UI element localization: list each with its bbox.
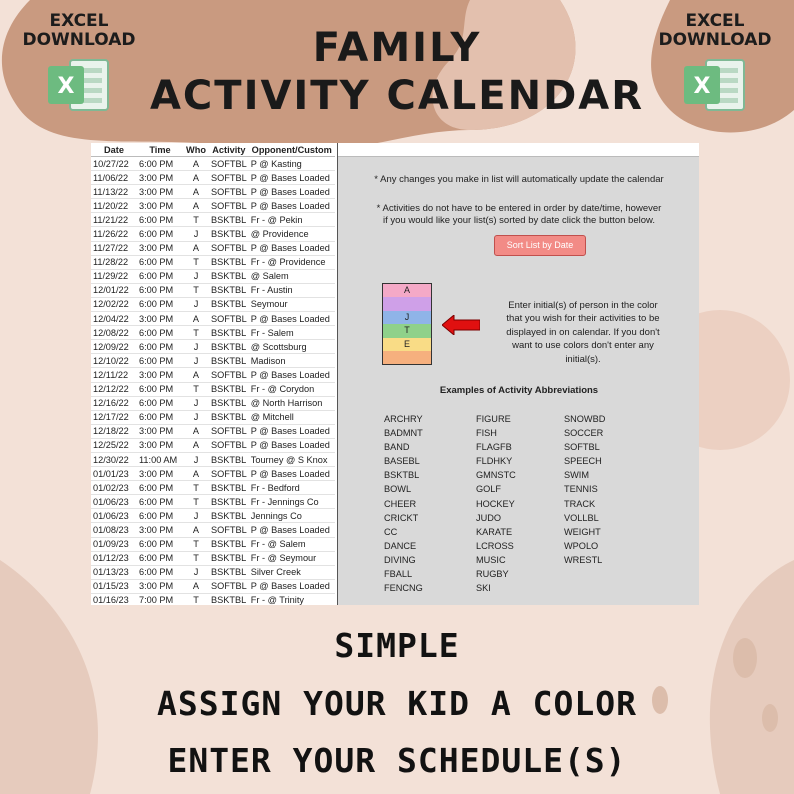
table-row: [91, 340, 335, 354]
badge-line2: DOWNLOAD: [658, 30, 772, 50]
table-row: [91, 452, 335, 466]
table-cell[interactable]: 6:00 PM: [137, 565, 183, 579]
table-cell[interactable]: Jennings Co: [249, 509, 335, 523]
table-cell[interactable]: 01/16/23: [91, 593, 137, 605]
table-cell[interactable]: 12/10/22: [91, 354, 137, 368]
table-cell[interactable]: BSKTBL: [209, 213, 249, 227]
table-cell[interactable]: BSKTBL: [209, 396, 249, 410]
table-cell[interactable]: T: [183, 551, 209, 565]
abbreviation-item: DIVING: [384, 554, 416, 565]
tagline-assign-color: ASSIGN YOUR KID A COLOR: [157, 684, 637, 723]
table-cell[interactable]: J: [183, 354, 209, 368]
abbreviation-item: GMNSTC: [476, 470, 516, 481]
table-cell[interactable]: 3:00 PM: [137, 368, 183, 382]
table-row: [91, 593, 335, 605]
table-cell[interactable]: 11/13/22: [91, 185, 137, 199]
instruction-line: Enter initial(s) of person in the color: [508, 300, 658, 311]
table-cell[interactable]: 7:00 PM: [137, 593, 183, 605]
table-cell[interactable]: J: [183, 452, 209, 466]
table-cell[interactable]: 3:00 PM: [137, 241, 183, 255]
table-cell[interactable]: @ Providence: [249, 227, 335, 241]
table-cell[interactable]: 12/08/22: [91, 326, 137, 340]
abbreviation-item: FLAGFB: [476, 442, 512, 453]
abbreviation-item: WEIGHT: [564, 526, 601, 537]
table-cell[interactable]: 12/02/22: [91, 297, 137, 311]
table-cell[interactable]: 12/12/22: [91, 382, 137, 396]
table-cell[interactable]: 12/04/22: [91, 312, 137, 326]
table-cell[interactable]: BSKTBL: [209, 509, 249, 523]
table-cell[interactable]: BSKTBL: [209, 269, 249, 283]
table-row: [91, 241, 335, 255]
excel-icon: [46, 56, 112, 114]
table-row: [91, 269, 335, 283]
table-row: [91, 551, 335, 565]
instruction-line: that you wish for their activities to be: [506, 313, 660, 325]
table-cell[interactable]: 6:00 PM: [137, 283, 183, 297]
title-line2: ACTIVITY CALENDAR: [149, 73, 645, 119]
table-cell[interactable]: J: [183, 340, 209, 354]
table-cell[interactable]: 3:00 PM: [137, 438, 183, 452]
table-row: [91, 326, 335, 340]
table-cell[interactable]: 6:00 PM: [137, 227, 183, 241]
table-cell[interactable]: @ North Harrison: [249, 396, 335, 410]
table-cell[interactable]: SOFTBL: [209, 438, 249, 452]
table-cell[interactable]: 6:00 PM: [137, 382, 183, 396]
note-auto-update: * Any changes you make in list will automatically update the calendar: [374, 174, 664, 185]
abbreviation-item: BSKTBL: [384, 470, 420, 481]
table-cell[interactable]: 01/08/23: [91, 523, 137, 537]
spreadsheet-preview: [91, 143, 699, 605]
abbreviation-item: SNOWBD: [564, 414, 606, 424]
table-cell[interactable]: Silver Creek: [249, 565, 335, 579]
table-cell[interactable]: P @ Bases Loaded: [249, 424, 335, 438]
svg-text:X: X: [693, 74, 711, 99]
table-cell[interactable]: Tourney @ S Knox: [249, 452, 335, 466]
table-row: [91, 424, 335, 438]
table-cell[interactable]: 6:00 PM: [137, 551, 183, 565]
color-swatch[interactable]: A: [383, 284, 431, 297]
table-cell[interactable]: 6:00 PM: [137, 297, 183, 311]
table-cell[interactable]: P @ Kasting: [249, 157, 335, 171]
table-cell[interactable]: T: [183, 481, 209, 495]
abbreviation-item: KARATE: [476, 526, 513, 537]
table-row: [91, 213, 335, 227]
table-cell[interactable]: BSKTBL: [209, 452, 249, 466]
table-cell[interactable]: A: [183, 368, 209, 382]
excel-badge-right: [655, 12, 775, 114]
table-cell[interactable]: Seymour: [249, 297, 335, 311]
abbreviation-item: DANCE: [384, 540, 417, 551]
table-cell[interactable]: Fr - Bedford: [249, 481, 335, 495]
table-cell[interactable]: Fr - Salem: [249, 326, 335, 340]
table-cell[interactable]: P @ Bases Loaded: [249, 467, 335, 481]
abbreviations-title: Examples of Activity Abbreviations: [439, 385, 599, 396]
table-cell[interactable]: 11/29/22: [91, 269, 137, 283]
color-swatch-column: [382, 283, 432, 365]
table-cell[interactable]: 11/26/22: [91, 227, 137, 241]
abbreviation-item: WPOLO: [564, 540, 599, 551]
table-cell[interactable]: BSKTBL: [209, 551, 249, 565]
table-cell[interactable]: J: [183, 297, 209, 311]
table-cell[interactable]: P @ Bases Loaded: [249, 438, 335, 452]
table-cell[interactable]: 12/25/22: [91, 438, 137, 452]
color-swatch[interactable]: E: [383, 338, 431, 351]
table-cell[interactable]: A: [183, 438, 209, 452]
column-header: Who: [183, 143, 209, 157]
table-cell[interactable]: BSKTBL: [209, 227, 249, 241]
table-row: [91, 368, 335, 382]
table-cell[interactable]: 11/27/22: [91, 241, 137, 255]
table-cell[interactable]: 3:00 PM: [137, 171, 183, 185]
table-cell[interactable]: SOFTBL: [209, 368, 249, 382]
table-cell[interactable]: A: [183, 467, 209, 481]
table-cell[interactable]: Fr - @ Pekin: [249, 213, 335, 227]
table-cell[interactable]: 01/01/23: [91, 467, 137, 481]
abbreviations-column-1: [384, 412, 423, 595]
table-cell[interactable]: T: [183, 255, 209, 269]
table-cell[interactable]: A: [183, 579, 209, 593]
table-cell[interactable]: BSKTBL: [209, 283, 249, 297]
table-cell[interactable]: 6:00 PM: [137, 481, 183, 495]
panel-header-strip: [338, 143, 699, 157]
table-cell[interactable]: BSKTBL: [209, 297, 249, 311]
table-cell[interactable]: 6:00 PM: [137, 213, 183, 227]
table-row: [91, 509, 335, 523]
table-row: [91, 410, 335, 424]
table-row: [91, 255, 335, 269]
table-cell[interactable]: BSKTBL: [209, 537, 249, 551]
abbreviations-column-3: [564, 412, 605, 567]
table-row: [91, 495, 335, 509]
table-row: [91, 312, 335, 326]
instruction-line: want to use colors don't enter any: [512, 340, 654, 352]
table-cell[interactable]: J: [183, 509, 209, 523]
color-swatch[interactable]: T: [383, 324, 431, 337]
abbreviation-item: FLDHKY: [476, 456, 513, 467]
table-cell[interactable]: SOFTBL: [209, 171, 249, 185]
table-row: [91, 565, 335, 579]
table-cell[interactable]: SOFTBL: [209, 241, 249, 255]
table-cell[interactable]: P @ Bases Loaded: [249, 368, 335, 382]
note-order-line2: if you would like your list(s) sorted by date click the button below.: [383, 215, 655, 226]
table-cell[interactable]: 3:00 PM: [137, 467, 183, 481]
note-order-line1: * Activities do not have to be entered in order by date/time, however: [376, 203, 662, 214]
abbreviation-item: GOLF: [476, 484, 502, 495]
abbreviation-item: CRICKT: [384, 512, 419, 523]
table-cell[interactable]: T: [183, 495, 209, 509]
badge-line1: EXCEL: [49, 11, 109, 31]
table-cell[interactable]: 12/01/22: [91, 283, 137, 297]
table-cell[interactable]: 6:00 PM: [137, 157, 183, 171]
abbreviation-item: SKI: [476, 583, 491, 594]
color-instructions: [483, 299, 683, 366]
table-cell[interactable]: @ Scottsburg: [249, 340, 335, 354]
table-cell[interactable]: 01/06/23: [91, 495, 137, 509]
table-cell[interactable]: P @ Bases Loaded: [249, 185, 335, 199]
table-cell[interactable]: J: [183, 396, 209, 410]
abbreviation-item: FISH: [476, 428, 497, 439]
table-cell[interactable]: T: [183, 283, 209, 297]
table-cell[interactable]: 3:00 PM: [137, 523, 183, 537]
table-cell[interactable]: 3:00 PM: [137, 579, 183, 593]
table-cell[interactable]: SOFTBL: [209, 579, 249, 593]
table-row: [91, 283, 335, 297]
table-cell[interactable]: T: [183, 593, 209, 605]
table-cell[interactable]: 6:00 PM: [137, 495, 183, 509]
table-cell[interactable]: BSKTBL: [209, 340, 249, 354]
abbreviation-item: TRACK: [564, 498, 596, 509]
table-cell[interactable]: A: [183, 171, 209, 185]
abbreviation-item: JUDO: [476, 512, 502, 523]
abbreviation-item: SPEECH: [564, 456, 602, 467]
table-cell[interactable]: 3:00 PM: [137, 185, 183, 199]
table-cell[interactable]: J: [183, 227, 209, 241]
table-cell[interactable]: 12/17/22: [91, 410, 137, 424]
table-cell[interactable]: BSKTBL: [209, 326, 249, 340]
table-cell[interactable]: P @ Bases Loaded: [249, 312, 335, 326]
table-cell[interactable]: T: [183, 213, 209, 227]
color-swatch[interactable]: [383, 351, 431, 364]
excel-badge-left: [19, 12, 139, 114]
activity-list-table: [91, 143, 335, 605]
table-cell[interactable]: J: [183, 565, 209, 579]
arrow-left-icon: [442, 315, 480, 335]
table-cell[interactable]: 01/12/23: [91, 551, 137, 565]
table-cell[interactable]: 12/09/22: [91, 340, 137, 354]
title-line1: FAMILY: [312, 25, 482, 71]
table-row: [91, 297, 335, 311]
table-row: [91, 382, 335, 396]
table-cell[interactable]: Fr - @ Providence: [249, 255, 335, 269]
table-row: [91, 537, 335, 551]
table-cell[interactable]: BSKTBL: [209, 382, 249, 396]
table-cell[interactable]: BSKTBL: [209, 593, 249, 605]
column-header: Date: [91, 143, 137, 157]
table-cell[interactable]: T: [183, 382, 209, 396]
table-row: [91, 157, 335, 171]
svg-text:X: X: [57, 74, 75, 99]
table-cell[interactable]: P @ Bases Loaded: [249, 523, 335, 537]
column-header: Opponent/Custom: [249, 143, 335, 157]
table-cell[interactable]: SOFTBL: [209, 312, 249, 326]
table-cell[interactable]: SOFTBL: [209, 523, 249, 537]
excel-icon: [682, 56, 748, 114]
badge-line2: DOWNLOAD: [22, 30, 136, 50]
table-cell[interactable]: 11/20/22: [91, 199, 137, 213]
table-cell[interactable]: 6:00 PM: [137, 255, 183, 269]
table-cell[interactable]: 11/28/22: [91, 255, 137, 269]
abbreviation-item: RUGBY: [476, 569, 509, 580]
table-cell[interactable]: 6:00 PM: [137, 340, 183, 354]
table-cell[interactable]: BSKTBL: [209, 410, 249, 424]
table-row: [91, 227, 335, 241]
table-cell[interactable]: @ Mitchell: [249, 410, 335, 424]
table-row: [91, 354, 335, 368]
table-cell[interactable]: Fr - @ Corydon: [249, 382, 335, 396]
table-cell[interactable]: BSKTBL: [209, 565, 249, 579]
abbreviation-item: CC: [384, 526, 398, 537]
color-swatch[interactable]: J: [383, 311, 431, 324]
instructions-panel: [337, 143, 699, 605]
table-cell[interactable]: 6:00 PM: [137, 509, 183, 523]
table-cell[interactable]: 6:00 PM: [137, 396, 183, 410]
abbreviation-item: FENCNG: [384, 583, 423, 594]
abbreviation-item: SWIM: [564, 470, 590, 481]
table-cell[interactable]: A: [183, 523, 209, 537]
table-header-row: [91, 143, 335, 157]
table-cell[interactable]: Fr - Austin: [249, 283, 335, 297]
table-cell[interactable]: 12/16/22: [91, 396, 137, 410]
badge-line1: EXCEL: [685, 11, 745, 31]
tagline-simple: SIMPLE: [334, 626, 460, 665]
table-row: [91, 171, 335, 185]
abbreviation-item: BASEBL: [384, 456, 420, 467]
table-cell[interactable]: 11/21/22: [91, 213, 137, 227]
table-row: [91, 199, 335, 213]
table-cell[interactable]: 01/15/23: [91, 579, 137, 593]
table-cell[interactable]: 3:00 PM: [137, 424, 183, 438]
table-cell[interactable]: 01/02/23: [91, 481, 137, 495]
abbreviation-item: ARCHRY: [384, 414, 423, 424]
table-cell[interactable]: 3:00 PM: [137, 312, 183, 326]
table-cell[interactable]: T: [183, 537, 209, 551]
table-cell[interactable]: BSKTBL: [209, 495, 249, 509]
table-cell[interactable]: P @ Bases Loaded: [249, 241, 335, 255]
sort-list-button[interactable]: Sort List by Date: [494, 235, 586, 256]
table-row: [91, 185, 335, 199]
table-cell[interactable]: Fr - @ Seymour: [249, 551, 335, 565]
abbreviation-item: FBALL: [384, 569, 413, 580]
table-row: [91, 523, 335, 537]
table-cell[interactable]: 12/30/22: [91, 452, 137, 466]
table-cell[interactable]: Madison: [249, 354, 335, 368]
table-cell[interactable]: 01/06/23: [91, 509, 137, 523]
table-cell[interactable]: Fr - Jennings Co: [249, 495, 335, 509]
table-cell[interactable]: BSKTBL: [209, 481, 249, 495]
column-header: Time: [137, 143, 183, 157]
table-cell[interactable]: SOFTBL: [209, 199, 249, 213]
table-cell[interactable]: BSKTBL: [209, 354, 249, 368]
table-row: [91, 579, 335, 593]
table-cell[interactable]: 3:00 PM: [137, 199, 183, 213]
table-cell[interactable]: P @ Bases Loaded: [249, 579, 335, 593]
abbreviation-item: SOCCER: [564, 428, 604, 439]
table-cell[interactable]: A: [183, 312, 209, 326]
table-cell[interactable]: 11:00 AM: [137, 452, 183, 466]
table-cell[interactable]: A: [183, 185, 209, 199]
table-cell[interactable]: SOFTBL: [209, 467, 249, 481]
table-body: [91, 157, 335, 606]
table-cell[interactable]: 01/09/23: [91, 537, 137, 551]
table-cell[interactable]: J: [183, 410, 209, 424]
table-cell[interactable]: 6:00 PM: [137, 410, 183, 424]
table-cell[interactable]: A: [183, 157, 209, 171]
abbreviation-item: FIGURE: [476, 414, 511, 424]
table-cell[interactable]: 6:00 PM: [137, 537, 183, 551]
table-cell[interactable]: 12/11/22: [91, 368, 137, 382]
table-row: [91, 438, 335, 452]
abbreviation-item: SOFTBL: [564, 442, 600, 453]
table-cell[interactable]: T: [183, 326, 209, 340]
table-cell[interactable]: A: [183, 241, 209, 255]
abbreviation-item: BADMNT: [384, 428, 423, 439]
table-cell[interactable]: BSKTBL: [209, 255, 249, 269]
table-row: [91, 396, 335, 410]
table-row: [91, 481, 335, 495]
abbreviation-item: BOWL: [384, 484, 412, 495]
abbreviation-item: LCROSS: [476, 540, 514, 551]
table-cell[interactable]: A: [183, 199, 209, 213]
instruction-line: initial(s).: [565, 353, 601, 365]
table-cell[interactable]: 01/13/23: [91, 565, 137, 579]
abbreviation-item: HOCKEY: [476, 498, 515, 509]
column-header: Activity: [209, 143, 249, 157]
abbreviation-item: BAND: [384, 442, 410, 453]
abbreviations-column-2: [476, 412, 516, 595]
abbreviation-item: WRESTL: [564, 554, 603, 565]
table-cell[interactable]: 10/27/22: [91, 157, 137, 171]
table-cell[interactable]: SOFTBL: [209, 424, 249, 438]
table-cell[interactable]: 6:00 PM: [137, 354, 183, 368]
tagline-enter-schedule: ENTER YOUR SCHEDULE(S): [167, 741, 627, 780]
table-cell[interactable]: J: [183, 269, 209, 283]
page-title: [130, 24, 664, 120]
table-cell[interactable]: Fr - @ Salem: [249, 537, 335, 551]
abbreviation-item: CHEER: [384, 498, 417, 509]
table-cell[interactable]: @ Salem: [249, 269, 335, 283]
instruction-line: displayed in on calendar. If you don't: [506, 326, 660, 338]
table-cell[interactable]: 12/18/22: [91, 424, 137, 438]
table-cell[interactable]: A: [183, 424, 209, 438]
color-swatch[interactable]: [383, 297, 431, 310]
table-cell[interactable]: SOFTBL: [209, 157, 249, 171]
table-cell[interactable]: SOFTBL: [209, 185, 249, 199]
table-cell[interactable]: P @ Bases Loaded: [249, 171, 335, 185]
table-cell[interactable]: P @ Bases Loaded: [249, 199, 335, 213]
table-cell[interactable]: 6:00 PM: [137, 269, 183, 283]
table-row: [91, 467, 335, 481]
abbreviation-item: VOLLBL: [564, 512, 599, 523]
abbreviation-item: TENNIS: [564, 484, 598, 495]
table-cell[interactable]: 6:00 PM: [137, 326, 183, 340]
table-cell[interactable]: Fr - @ Trinity: [249, 593, 335, 605]
abbreviation-item: MUSIC: [476, 554, 506, 565]
table-cell[interactable]: 11/06/22: [91, 171, 137, 185]
